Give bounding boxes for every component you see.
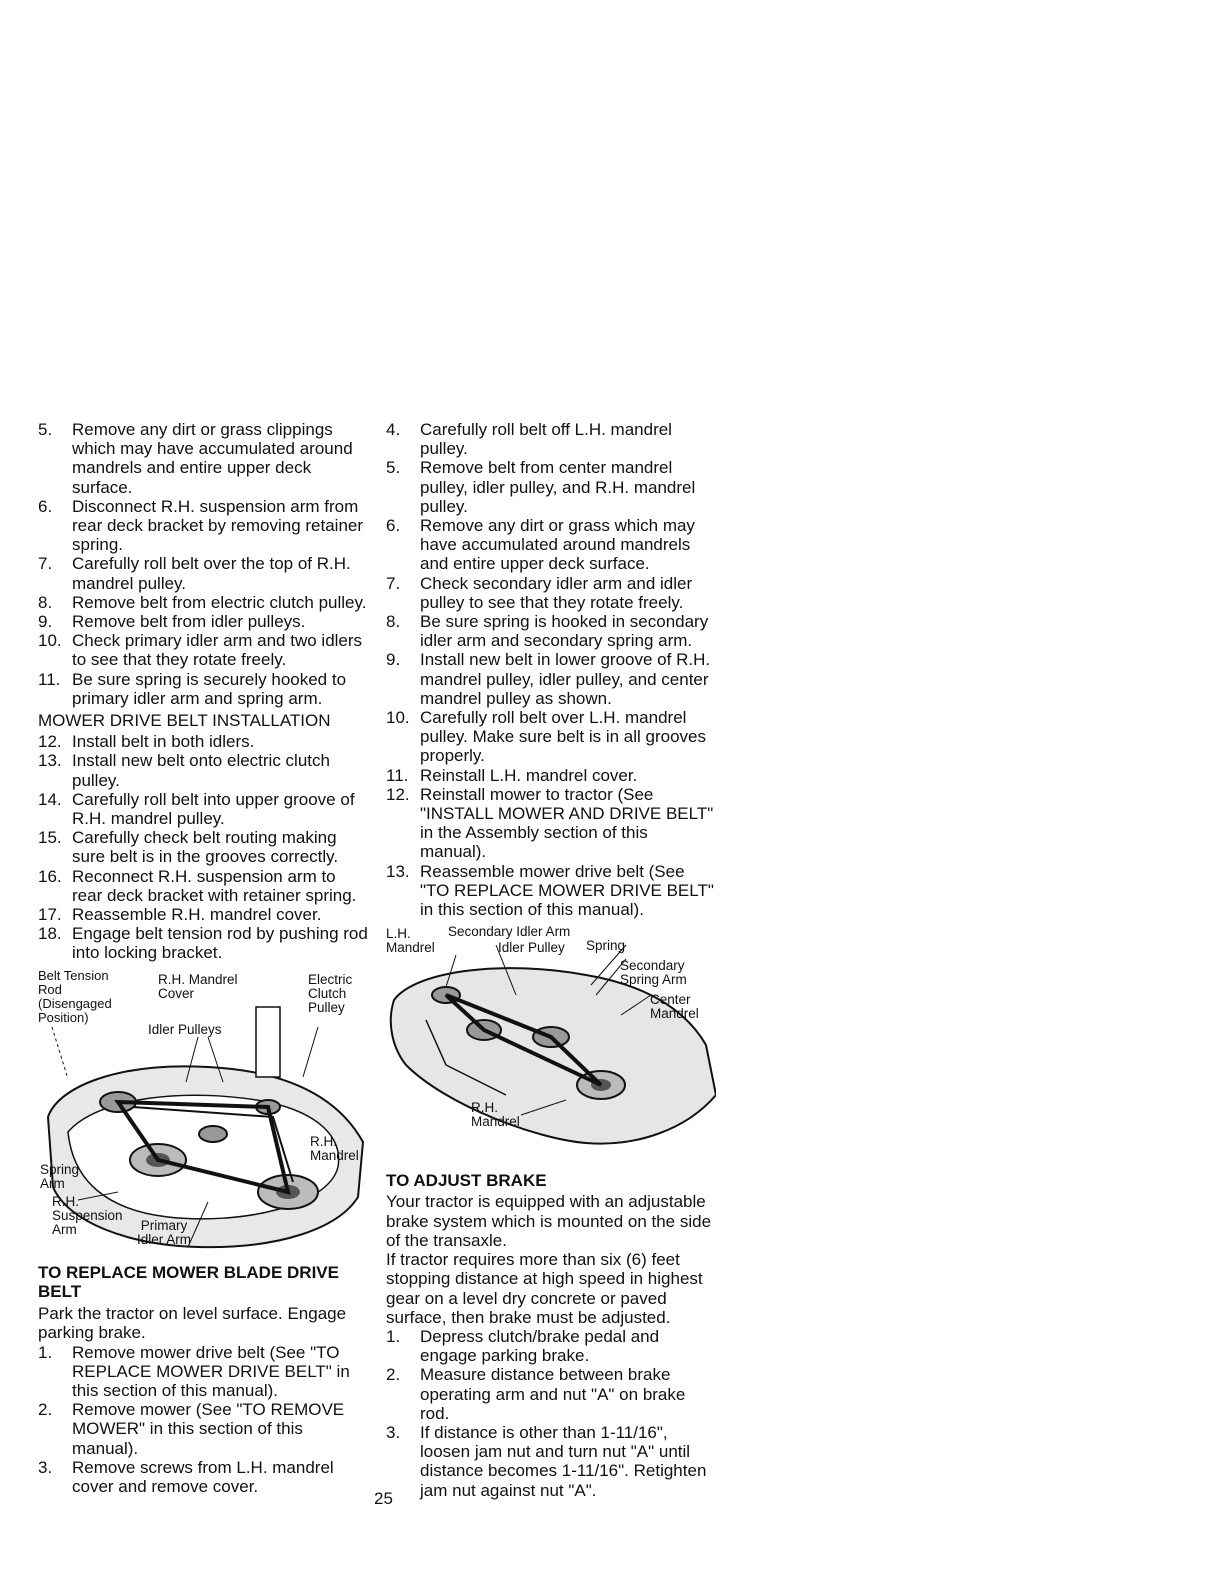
step-number: 4. — [386, 420, 401, 439]
step-number: 8. — [386, 612, 401, 632]
heading-adjust-brake: TO ADJUST BRAKE — [386, 1171, 547, 1191]
step-text: Remove screws from L.H. mandrel cover and remove cover. — [72, 1457, 334, 1496]
step-text: Carefully roll belt into upper groove of R.H. mandrel pulley. — [72, 789, 355, 829]
step-text: Check primary idler arm and two idlers to see that they rotate freely. — [72, 631, 363, 670]
step-text: Carefully roll belt over the top of R.H. mandrel pulley. — [72, 554, 351, 593]
list-item — [38, 612, 368, 631]
list-item — [38, 1343, 368, 1401]
heading-replace-blade-drive-belt: TO REPLACE MOWER BLADE DRIVE BELT — [38, 1262, 339, 1301]
list-item — [38, 905, 368, 924]
list-item — [386, 574, 716, 612]
step-text: If distance is other than 1-11/16", loosen jam nut and turn nut "A" until distance becomes 1-11/16". Retighten jam nut against nut "A". — [420, 1422, 707, 1500]
label-rh-mandrel: R.H. Mandrel — [310, 1133, 359, 1163]
label-rh-suspension-arm: R.H. Suspension Arm — [52, 1193, 123, 1237]
label-idler-pulley: Idler Pulley — [498, 940, 565, 956]
step-text: Carefully roll belt over L.H. mandrel pulley. Make sure belt is in all grooves properly. — [420, 708, 706, 766]
label-secondary-idler-arm: Secondary Idler Arm — [448, 924, 571, 940]
step-number: 9. — [38, 612, 53, 632]
step-number: 7. — [386, 573, 401, 593]
step-number: 1. — [386, 1326, 401, 1346]
list-item — [38, 751, 368, 789]
subheading-belt-installation: MOWER DRIVE BELT INSTALLATION — [38, 711, 331, 731]
list-item — [386, 650, 716, 708]
step-text: Carefully roll belt off L.H. mandrel pulley. — [420, 420, 672, 459]
list-item — [38, 420, 368, 497]
step-number: 15. — [38, 828, 62, 848]
list-item — [38, 790, 368, 828]
step-number: 6. — [386, 516, 401, 536]
list-item — [38, 631, 368, 669]
list-item — [38, 1400, 368, 1458]
step-text: Disconnect R.H. suspension arm from rear deck bracket by removing retainer spring. — [72, 496, 364, 555]
step-number: 12. — [38, 732, 62, 752]
step-number: 6. — [38, 496, 53, 516]
step-number: 12. — [386, 784, 410, 804]
step-number: 14. — [38, 789, 62, 809]
list-item — [386, 785, 716, 862]
intro-paragraph: Park the tractor on level surface. Engage parking brake. — [38, 1304, 347, 1343]
step-number: 13. — [38, 751, 62, 771]
list-item — [386, 766, 716, 785]
step-text: Remove mower drive belt (See "TO REPLACE MOWER DRIVE BELT" in this section of this manual). — [72, 1342, 350, 1400]
list-item — [386, 516, 716, 574]
step-number: 2. — [386, 1365, 401, 1385]
step-number: 18. — [38, 924, 62, 944]
step-text: Carefully check belt routing making sure belt is in the grooves correctly. — [72, 828, 339, 867]
step-text: Be sure spring is securely hooked to primary idler arm and spring arm. — [72, 669, 347, 708]
brake-paragraph-2: If tractor requires more than six (6) feet stopping distance at high speed in highest gear on a level dry concrete or paved surface, then brake must be adjusted. — [386, 1250, 703, 1327]
list-item — [38, 1458, 368, 1496]
label-secondary-spring-arm: Secondary Spring Arm — [620, 958, 687, 988]
step-text: Remove mower (See "TO REMOVE MOWER" in this section of this manual). — [72, 1400, 345, 1458]
label-idler-pulleys: Idler Pulleys — [148, 1021, 222, 1037]
label-belt-tension-rod: Belt Tension Rod (Disengaged Position) — [38, 967, 112, 1025]
figure-blade-drive-belt — [386, 925, 716, 1165]
step-number: 2. — [38, 1400, 53, 1420]
step-text: Engage belt tension rod by pushing rod into locking bracket. — [72, 924, 368, 963]
list-item — [38, 828, 368, 866]
label-rh-mandrel-cover: R.H. Mandrel Cover — [158, 971, 238, 1001]
step-number: 11. — [38, 669, 61, 689]
list-item — [38, 670, 368, 708]
step-text: Reassemble R.H. mandrel cover. — [72, 905, 322, 925]
step-number: 11. — [386, 765, 409, 785]
step-text: Check secondary idler arm and idler pulley to see that they rotate freely. — [420, 573, 693, 612]
label-center-mandrel: Center Mandrel — [650, 992, 699, 1022]
step-text: Depress clutch/brake pedal and engage parking brake. — [420, 1326, 660, 1366]
brake-paragraph-1: Your tractor is equipped with an adjustable brake system which is mounted on the side of the transaxle. — [386, 1192, 712, 1250]
step-number: 3. — [38, 1457, 53, 1477]
step-number: 5. — [38, 420, 53, 439]
list-item — [38, 554, 368, 592]
step-text: Remove belt from electric clutch pulley. — [72, 592, 367, 612]
step-text: Reassemble mower drive belt (See "TO REPLACE MOWER DRIVE BELT" in this section of this manual). — [420, 861, 714, 920]
label-rh-mandrel-right: R.H. Mandrel — [471, 1100, 520, 1130]
step-text: Install new belt in lower groove of R.H. mandrel pulley, idler pulley, and center mandrel pulley as shown. — [420, 650, 711, 708]
page-number: 25 — [374, 1489, 393, 1508]
step-number: 9. — [386, 650, 401, 670]
step-number: 8. — [38, 592, 53, 612]
figure-mower-drive-belt — [38, 967, 368, 1259]
list-item — [38, 732, 368, 751]
step-text: Reinstall L.H. mandrel cover. — [420, 765, 638, 785]
list-item — [386, 708, 716, 766]
step-text: Remove any dirt or grass clippings which may have accumulated around mandrels and entire upper deck surface. — [72, 420, 353, 497]
step-number: 3. — [386, 1422, 401, 1442]
label-spring-arm: Spring Arm — [40, 1161, 80, 1191]
list-item — [386, 612, 716, 650]
list-item — [386, 458, 716, 516]
step-number: 17. — [38, 905, 62, 925]
right-column — [386, 420, 716, 1500]
step-text: Remove belt from center mandrel pulley, idler pulley, and R.H. mandrel pulley. — [420, 458, 696, 516]
step-text: Remove belt from idler pulleys. — [72, 612, 306, 632]
step-number: 10. — [386, 708, 410, 728]
step-text: Reconnect R.H. suspension arm to rear deck bracket with retainer spring. — [72, 866, 357, 905]
list-item — [386, 420, 716, 458]
step-number: 13. — [386, 861, 410, 881]
step-number: 1. — [38, 1342, 53, 1362]
step-number: 16. — [38, 866, 62, 886]
step-text: Be sure spring is hooked in secondary idler arm and secondary spring arm. — [420, 612, 709, 651]
step-text: Install new belt onto electric clutch pulley. — [72, 751, 330, 790]
step-text: Measure distance between brake operating arm and nut "A" on brake rod. — [420, 1365, 686, 1423]
left-column — [38, 420, 368, 1496]
list-item — [386, 1365, 716, 1423]
label-primary-idler-arm: Primary Idler Arm — [136, 1217, 191, 1247]
label-electric-clutch-pulley: Electric Clutch Pulley — [308, 971, 353, 1015]
list-item — [386, 862, 716, 920]
step-number: 5. — [386, 458, 401, 478]
label-spring: Spring — [586, 938, 626, 954]
list-item — [386, 1327, 716, 1365]
step-number: 7. — [38, 554, 53, 574]
label-lh-mandrel: L.H. Mandrel — [386, 926, 435, 956]
list-item — [38, 593, 368, 612]
list-item — [38, 867, 368, 905]
step-text: Remove any dirt or grass which may have accumulated around mandrels and entire upper deck surface. — [420, 516, 695, 574]
list-item — [386, 1423, 716, 1500]
list-item — [38, 924, 368, 962]
step-text: Reinstall mower to tractor (See "INSTALL MOWER AND DRIVE BELT" in the Assembly section of this manual). — [420, 784, 714, 862]
list-item — [38, 497, 368, 555]
step-number: 10. — [38, 631, 62, 651]
step-text: Install belt in both idlers. — [72, 732, 255, 752]
